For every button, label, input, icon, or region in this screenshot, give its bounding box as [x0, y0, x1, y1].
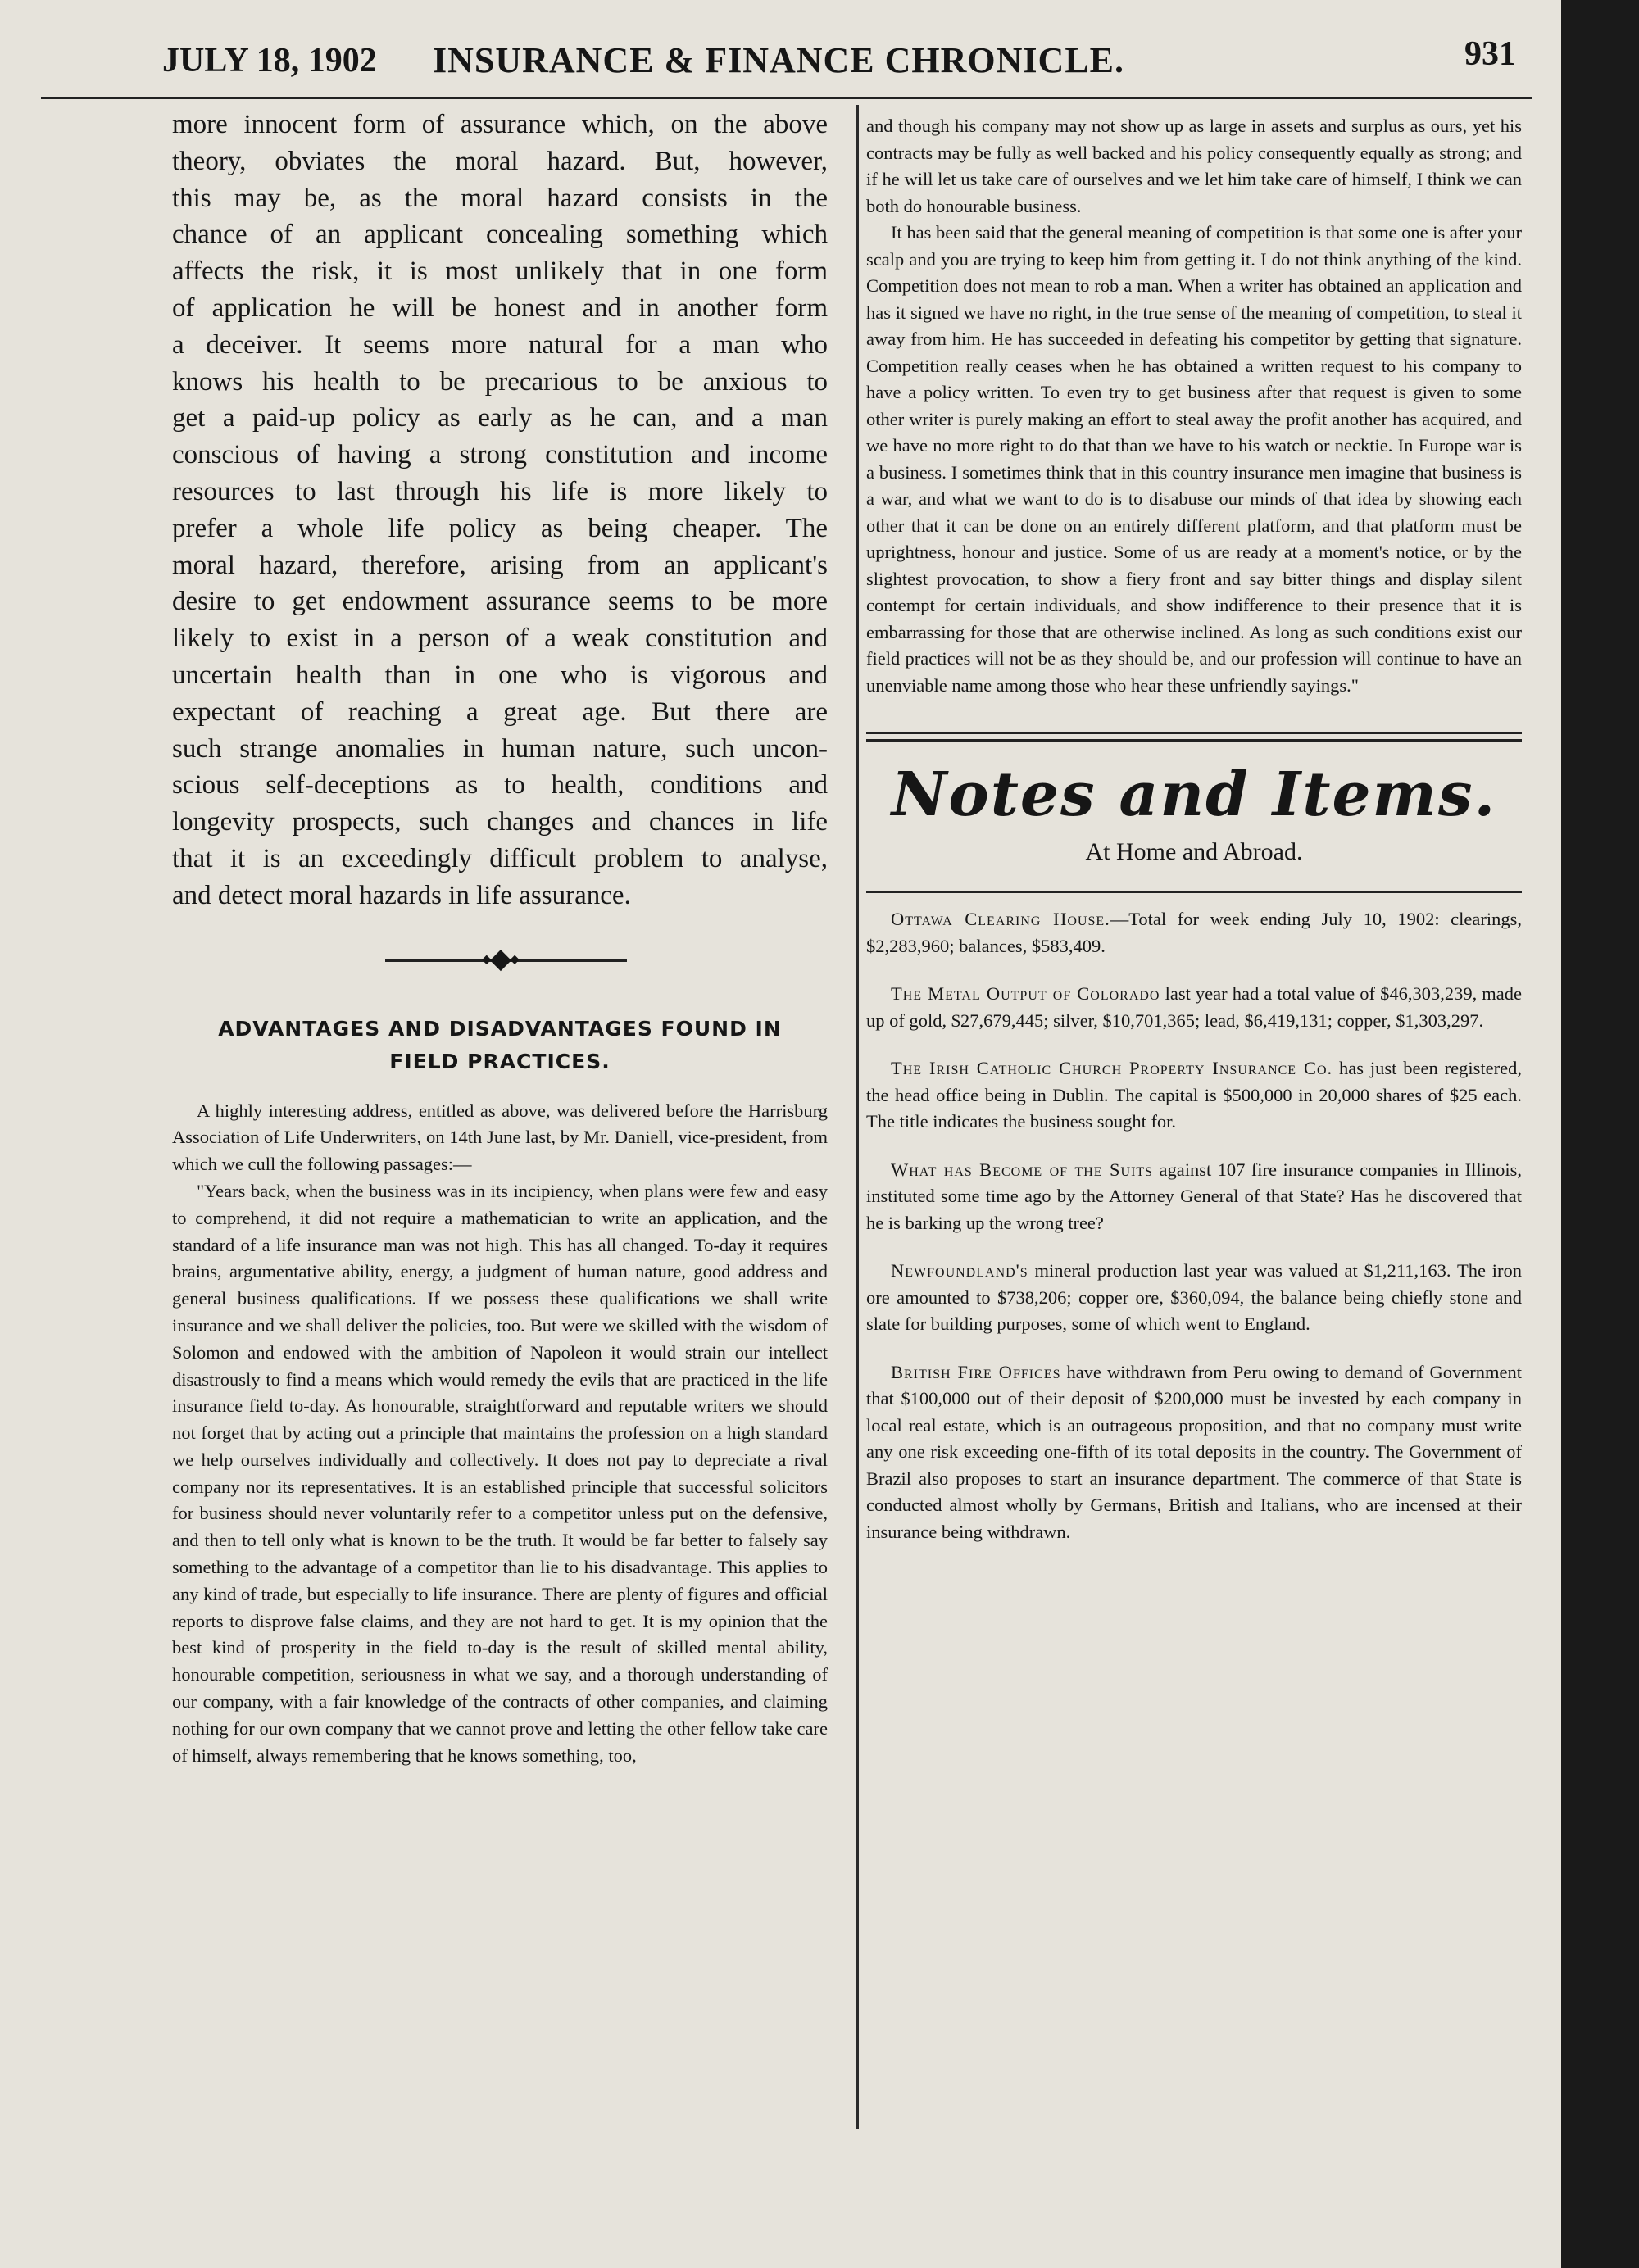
news-item-lead: Newfoundland's: [891, 1260, 1028, 1281]
notes-list: [866, 906, 1522, 1545]
lead-line: conscious of having a strong constitution and income: [172, 440, 828, 470]
section-heading-line-1: ADVANTAGES AND DISADVANTAGES FOUND IN: [218, 1016, 782, 1041]
lead-line: likely to exist in a person of a weak constitution and: [172, 624, 828, 654]
lead-line: that it is an exceedingly difficult problem to analyse,: [172, 843, 828, 873]
news-item-text: [866, 1258, 1522, 1338]
lead-paragraph: [172, 107, 828, 914]
ornament-dots: ⬩◆⬩: [481, 943, 519, 974]
page-header: [41, 33, 1516, 90]
article-body: [172, 1098, 828, 1770]
section-heading: [172, 1013, 828, 1078]
lead-line: chance of an applicant concealing something which: [172, 220, 828, 250]
news-item-body: has just been registered, the head office being in Dublin. The capital is $500,000 in 20,000 shares of $25 each. The title indicates the business sought for.: [866, 1058, 1522, 1132]
left-column: [172, 107, 828, 1769]
lead-line: expectant of reaching a great age. But there are: [172, 696, 828, 727]
lead-line: and detect moral hazards in life assurance.: [172, 880, 631, 910]
right-column: [866, 113, 1522, 1567]
lead-line: a deceiver. It seems more natural for a man who: [172, 329, 828, 360]
lead-line: prefer a whole life policy as being cheaper. The: [172, 513, 828, 543]
double-rule: [866, 732, 1522, 742]
lead-line: get a paid-up policy as early as he can, and a man: [172, 403, 828, 433]
news-item-text: [866, 1157, 1522, 1237]
news-item-text: [866, 1055, 1522, 1136]
lead-line: such strange anomalies in human nature, such uncon-: [172, 733, 828, 764]
lead-line: longevity prospects, such changes and chances in life: [172, 807, 828, 837]
publication-title: INSURANCE & FINANCE CHRONICLE.: [432, 40, 1125, 80]
issue-date: JULY 18, 1902: [162, 42, 377, 79]
news-item-body: against 107 fire insurance companies in Illinois, instituted some time ago by the Attorney General of that State? Has he discovered that he is barking up the wrong tree?: [866, 1159, 1523, 1233]
article-continuation: [866, 113, 1522, 699]
news-item-lead: British Fire Offices: [891, 1361, 1061, 1382]
lead-line: this may be, as the moral hazard consists in the: [172, 183, 828, 213]
news-item-text: [866, 906, 1522, 959]
news-item-text: [866, 981, 1522, 1034]
lead-line: desire to get endowment assurance seems to be more: [172, 587, 828, 617]
column-divider: [856, 105, 859, 2129]
lead-line: theory, obviates the moral hazard. But, however,: [172, 146, 828, 176]
lead-line: moral hazard, therefore, arising from an applicant's: [172, 550, 828, 580]
news-item-body: mineral production last year was valued at $1,211,163. The iron ore amounted to $738,206; copper ore, $360,094, the balance being chiefly stone and slate for building purposes, some of which went to England.: [866, 1260, 1522, 1334]
lead-line: uncertain health than in one who is vigorous and: [172, 660, 828, 690]
lead-line: knows his health to be precarious to be anxious to: [172, 366, 828, 397]
news-item-body: have withdrawn from Peru owing to demand of Government that $100,000 out of their deposit of $200,000 must be invested by each company in local real estate, which is an outrageous proposition, and that no company must write any one risk exceeding one-fifth of its total deposits in the country. The Government of Brazil also proposes to start an insurance department. The commerce of that State is conducted almost wholly by Germans, British and Italians, who are incensed at their insurance being withdrawn.: [866, 1361, 1522, 1542]
notes-heading: Notes and Items.: [891, 760, 1497, 830]
page-number: 931: [1464, 35, 1516, 73]
header-rule: [41, 97, 1532, 99]
news-item: [866, 906, 1522, 959]
news-item: [866, 1055, 1522, 1136]
news-item-body: —Total for week ending July 10, 1902: clearings, $2,283,960; balances, $583,409.: [866, 909, 1523, 956]
news-item-lead: The Metal Output of Colorado: [891, 983, 1160, 1004]
lead-line: of application he will be honest and in another form: [172, 293, 828, 323]
notes-subheading: At Home and Abroad.: [1085, 838, 1303, 865]
news-item-lead: What has Become of the Suits: [891, 1159, 1154, 1180]
article-quote-paragraph-2: It has been said that the general meaning of competition is that some one is after your scalp and you are trying to keep him from getting it. I do not think anything of the kind. Competition does not mean to rob a man. When a writer has obtained an application and has it signed we have no right, in the true sense of the meaning of competition, to steal it away from him. He has succeeded in defeating his competitor by getting that signature. Competition really ceases when he has obtained a written request to his company to have a policy written. To even try to get business after that request is given to some other writer is purely making an effort to steal away the profit another has acquired, and we have no more right to do that than we have to his watch or necktie. In Europe war is a business. I sometimes think that in this country insurance men imagine that business is a war, and what we want to do is to disabuse our minds of that idea by showing each other that it can be done on an entirely different platform, and that platform must be uprightness, honour and justice. Some of us are ready at a moment's notice, or by the slightest provocation, to show a fiery front and say bitter things and display silent contempt for certain individuals, and show indifference to their presence that it is embarrassing for those that are otherwise inclined. As long as such conditions exist our field practices will not be as they should be, and our profession will continue to have an unenviable name among those who hear these unfriendly sayings.": [866, 222, 1522, 696]
article-intro: A highly interesting address, entitled as above, was delivered before the Harrisburg Association of Life Underwriters, on 14th June last, by Mr. Daniell, vice-president, from which we cull the following passages:—: [172, 1100, 828, 1175]
news-item: [866, 1157, 1522, 1237]
lead-line: affects the risk, it is most unlikely that in one form: [172, 256, 828, 287]
news-item-lead: The Irish Catholic Church Property Insurance Co.: [891, 1058, 1333, 1078]
section-ornament: [172, 914, 828, 1005]
article-quote-continued: and though his company may not show up as large in assets and surplus as ours, yet his contracts may be fully as well backed and his policy consequently equally as strong; and if he will let us take care of ourselves and we let him take care of himself, I think we can both do honourable business.: [866, 116, 1522, 216]
lead-line: more innocent form of assurance which, on the above: [172, 110, 828, 139]
news-item: [866, 981, 1522, 1034]
news-item-body: last year had a total value of $46,303,239, made up of gold, $27,679,445; silver, $10,701,365; lead, $6,419,131; copper, $1,303,297.: [866, 983, 1522, 1031]
news-item: [866, 1258, 1522, 1338]
notes-rule: [866, 891, 1522, 893]
lead-line: scious self-deceptions as to health, conditions and: [172, 770, 828, 801]
article-quote-start: "Years back, when the business was in its incipiency, when plans were few and easy to comprehend, it did not require a mathematician to write an application, and the standard of a life insurance man was not high. This has all changed. To-day it requires brains, argumentative ability, energy, a judgment of human nature, good address and general business qualifications. If we possess these qualifications we shall write insurance and we shall deliver the policies, too. But were we skilled with the wisdom of Solomon and endowed with the ambition of Napoleon it would strain our intellect disastrously to find a means which would remedy the evils that are practiced in the life insurance field to-day. As honourable, straightforward and reputable writers we should not forget that by acting out a principle that maintains the profession on a high standard we help ourselves individually and collectively. It does not pay to depreciate a rival company nor its representatives. It is an established principle that successful solicitors for business should never voluntarily refer to a competitor unless put on the defensive, and then to tell only what is known to be the truth. It would be far better to falsely say something to the advantage of a competitor than lie to his disadvantage. This applies to any kind of trade, but especially to life insurance. There are plenty of figures and official reports to disprove false claims, and they are not hard to get. It is my opinion that the best kind of prosperity in the field to-day is the result of skilled mental ability, honourable competition, seriousness in what we say, and a thorough understanding of our company, with a fair knowledge of the contracts of other companies, and claiming nothing for our own company that we cannot prove and letting the other fellow take care of himself, always remembering that he knows something, too,: [172, 1180, 828, 1766]
news-item-text: [866, 1359, 1522, 1546]
news-item-lead: Ottawa Clearing House.: [891, 909, 1110, 929]
news-item: [866, 1359, 1522, 1546]
lead-line: resources to last through his life is more likely to: [172, 476, 828, 506]
section-heading-line-2: FIELD PRACTICES.: [389, 1049, 611, 1073]
